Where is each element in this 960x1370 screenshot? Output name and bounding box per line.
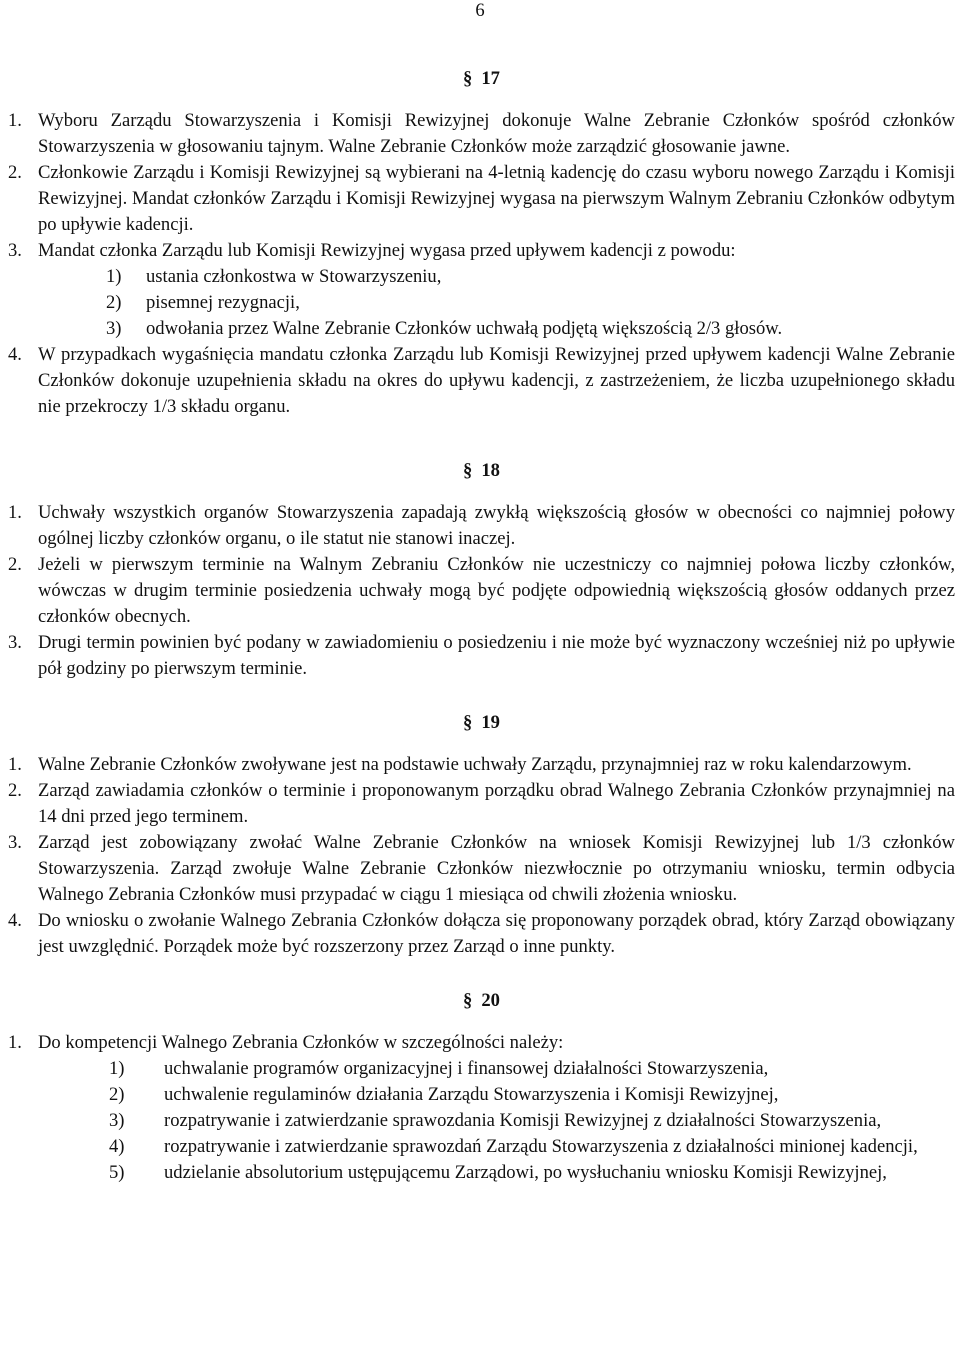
paragraph-sign: § xyxy=(463,990,473,1011)
sub-list-item: 1) ustania członkostwa w Stowarzyszeniu, xyxy=(106,266,442,287)
list-item: 1. Uchwały wszystkich organów Stowarzyszenia zapadają zwykłą większością głosów w obecności co najmniej połowy ogólnej liczby członków organu, o ile statut nie stanowi inaczej. xyxy=(8,502,955,549)
sub-list-item: 1) uchwalanie programów organizacyjnej i finansowej działalności Stowarzyszenia, xyxy=(109,1058,769,1079)
sub-list-item: 2) pisemnej rezygnacji, xyxy=(106,292,300,313)
list-item: 3. Zarząd jest zobowiązany zwołać Walne Zebranie Członków na wniosek Komisji Rewizyjnej lub 1/3 członków Stowarzyszenia. Zarząd zwołuje Walne Zebranie Członków niezwłocznie po otrzymaniu wniosku, termin odbycia Walnego Zebrania Członków musi przypadać w ciągu 1 miesiąca od chwili złożenia wniosku. xyxy=(8,832,955,905)
list-item: 4. W przypadkach wygaśnięcia mandatu członka Zarządu lub Komisji Rewizyjnej przed upływem kadencji Walne Zebranie Członków dokonuje uzupełnienia składu na okres do upływu kadencji, z zastrzeżeniem, że liczba uzupełnionego składu nie przekroczy 1/3 składu organu. xyxy=(8,344,955,417)
sub-list-item: 2) uchwalenie regulaminów działania Zarządu Stowarzyszenia i Komisji Rewizyjnej, xyxy=(109,1084,779,1105)
paragraph-sign: § xyxy=(463,68,473,89)
list-item: 2. Zarząd zawiadamia członków o terminie i proponowanym porządku obrad Walnego Zebrania Członków przynajmniej na 14 dni przed jego terminem. xyxy=(8,780,955,827)
list-item: 3. Mandat członka Zarządu lub Komisji Rewizyjnej wygasa przed upływem kadencji z powodu: xyxy=(8,240,736,261)
page-number: 6 xyxy=(475,0,485,21)
document-body xyxy=(8,66,955,1186)
section-heading-20: § 20 xyxy=(463,990,500,1011)
list-item: 1. Do kompetencji Walnego Zebrania Członków w szczególności należy: xyxy=(8,1032,564,1053)
list-item: 2. Członkowie Zarządu i Komisji Rewizyjnej są wybierani na 4-letnią kadencję do czasu wyboru nowego Zarządu i Komisji Rewizyjnej. Mandat członków Zarządu i Komisji Rewizyjnej wygasa na pierwszym Walnym Zebraniu Członków odbytym po upływie kadencji. xyxy=(8,162,955,235)
list-item: 2. Jeżeli w pierwszym terminie na Walnym Zebraniu Członków nie uczestniczy co najmniej połowa liczby członków, wówczas w drugim terminie posiedzenia uchwały mogą być podjęte odpowiednią większością głosów oddanych przez członków obecnych. xyxy=(8,554,955,627)
sub-list-item: 4) rozpatrywanie i zatwierdzanie sprawozdań Zarządu Stowarzyszenia z działalności minionej kadencji, xyxy=(109,1136,918,1157)
sub-list-item: 3) rozpatrywanie i zatwierdzanie sprawozdania Komisji Rewizyjnej z działalności Stowarzyszenia, xyxy=(109,1110,882,1131)
list-item: 1. Walne Zebranie Członków zwoływane jest na podstawie uchwały Zarządu, przynajmniej raz w roku kalendarzowym. xyxy=(8,754,912,775)
section-heading-17: § 17 xyxy=(463,68,500,89)
paragraph-sign: § xyxy=(463,712,473,733)
sub-list-item: 5) udzielanie absolutorium ustępującemu Zarządowi, po wysłuchaniu wniosku Komisji Rewizyjnej, xyxy=(109,1162,887,1183)
section-heading-18: § 18 xyxy=(463,460,500,481)
sub-list-item: 3) odwołania przez Walne Zebranie Członków uchwałą podjętą większością 2/3 głosów. xyxy=(106,318,783,339)
list-item: 3. Drugi termin powinien być podany w zawiadomieniu o posiedzeniu i nie może być wyznaczony wcześniej niż po upływie pół godziny po pierwszym terminie. xyxy=(8,632,955,679)
paragraph-sign: § xyxy=(463,460,473,481)
section-heading-19: § 19 xyxy=(463,712,500,733)
list-item: 1. Wyboru Zarządu Stowarzyszenia i Komisji Rewizyjnej dokonuje Walne Zebranie Członków spośród członków Stowarzyszenia w głosowaniu tajnym. Walne Zebranie Członków może zarządzić głosowanie jawne. xyxy=(8,110,955,157)
list-item: 4. Do wniosku o zwołanie Walnego Zebrania Członków dołącza się proponowany porządek obrad, który Zarząd obowiązany jest uwzględnić. Porządek może być rozszerzony przez Zarząd o inne punkty. xyxy=(8,910,955,957)
